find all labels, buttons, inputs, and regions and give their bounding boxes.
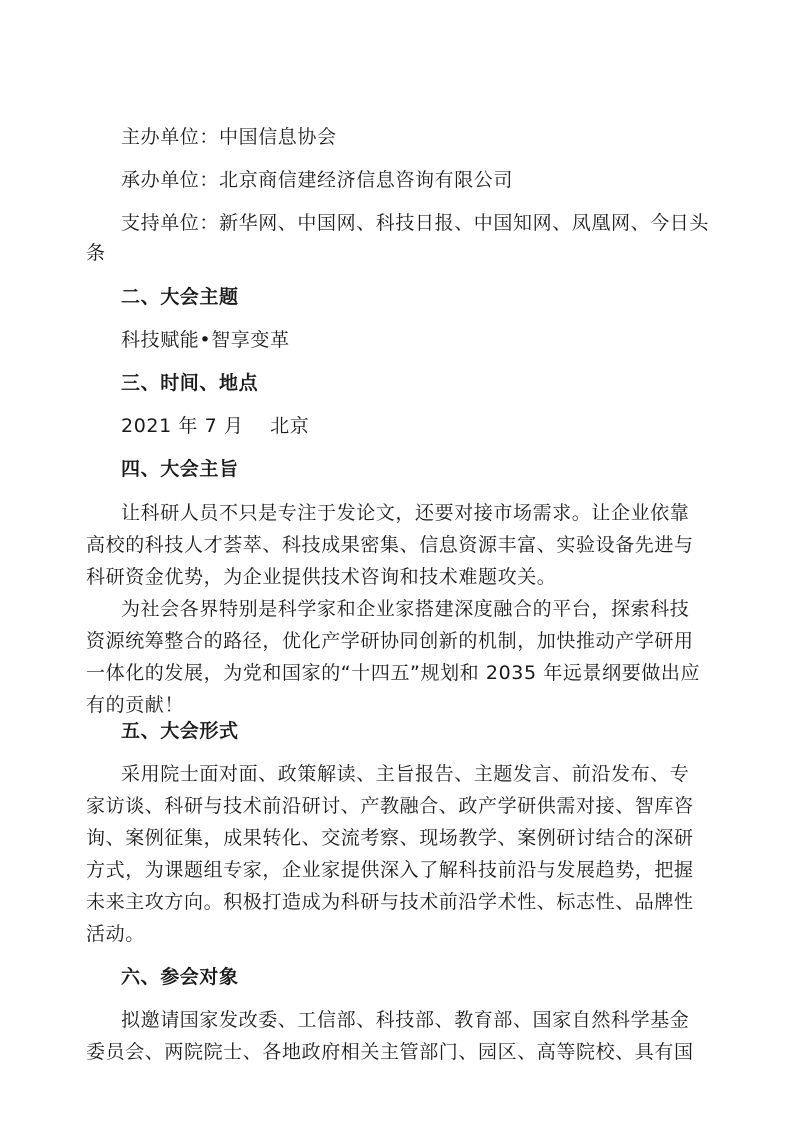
section-heading-purpose: 四、大会主旨 xyxy=(121,458,239,480)
section-heading-time-place: 三、时间、地点 xyxy=(121,372,259,394)
co-organizer-line: 承办单位：北京商信建经济信息咨询有限公司 xyxy=(121,169,514,191)
format-para-line6: 活动。 xyxy=(86,923,145,945)
purpose-para2-line4: 有的贡献！ xyxy=(86,694,185,716)
purpose-para2-line1: 为社会各界特别是科学家和企业家搭建深度融合的平台，探索科技 xyxy=(121,598,690,620)
supporter-line-cont: 条 xyxy=(86,242,106,264)
time-place-text: 2021 年 7 月 北京 xyxy=(121,415,310,437)
section-heading-attendees: 六、参会对象 xyxy=(121,966,239,988)
purpose-para2-line2: 资源统筹整合的路径，优化产学研协同创新的机制，加快推动产学研用 xyxy=(86,630,694,652)
format-para-line1: 采用院士面对面、政策解读、主旨报告、主题发言、前沿发布、专 xyxy=(121,763,690,785)
format-para-line3: 询、案例征集，成果转化、交流考察、现场教学、案例研讨结合的深研 xyxy=(86,827,694,849)
format-para-line5: 未来主攻方向。积极打造成为科研与技术前沿学术性、标志性、品牌性 xyxy=(86,891,694,913)
purpose-para2-line3: 一体化的发展，为党和国家的“十四五”规划和 2035 年远景纲要做出应 xyxy=(86,662,701,684)
format-para-line4: 方式，为课题组专家，企业家提供深入了解科技前沿与发展趋势，把握 xyxy=(86,859,694,881)
organizer-line: 主办单位：中国信息协会 xyxy=(121,126,337,148)
attendees-para-line1: 拟邀请国家发改委、工信部、科技部、教育部、国家自然科学基金 xyxy=(121,1009,690,1031)
attendees-para-line2: 委员会、两院院士、各地政府相关主管部门、园区、高等院校、具有国 xyxy=(86,1041,694,1063)
supporter-line: 支持单位：新华网、中国网、科技日报、中国知网、凤凰网、今日头 xyxy=(121,212,710,234)
section-heading-theme: 二、大会主题 xyxy=(121,286,239,308)
format-para-line2: 家访谈、科研与技术前沿研讨、产教融合、政产学研供需对接、智库咨 xyxy=(86,795,694,817)
purpose-para1-line2: 高校的科技人才荟萃、科技成果密集、信息资源丰富、实验设备先进与 xyxy=(86,534,694,556)
section-heading-format: 五、大会形式 xyxy=(121,720,239,742)
theme-text: 科技赋能•智享变革 xyxy=(121,329,290,351)
purpose-para1-line1: 让科研人员不只是专注于发论文，还要对接市场需求。让企业依靠 xyxy=(121,502,690,524)
purpose-para1-line3: 科研资金优势，为企业提供技术咨询和技术难题攻关。 xyxy=(86,566,557,588)
